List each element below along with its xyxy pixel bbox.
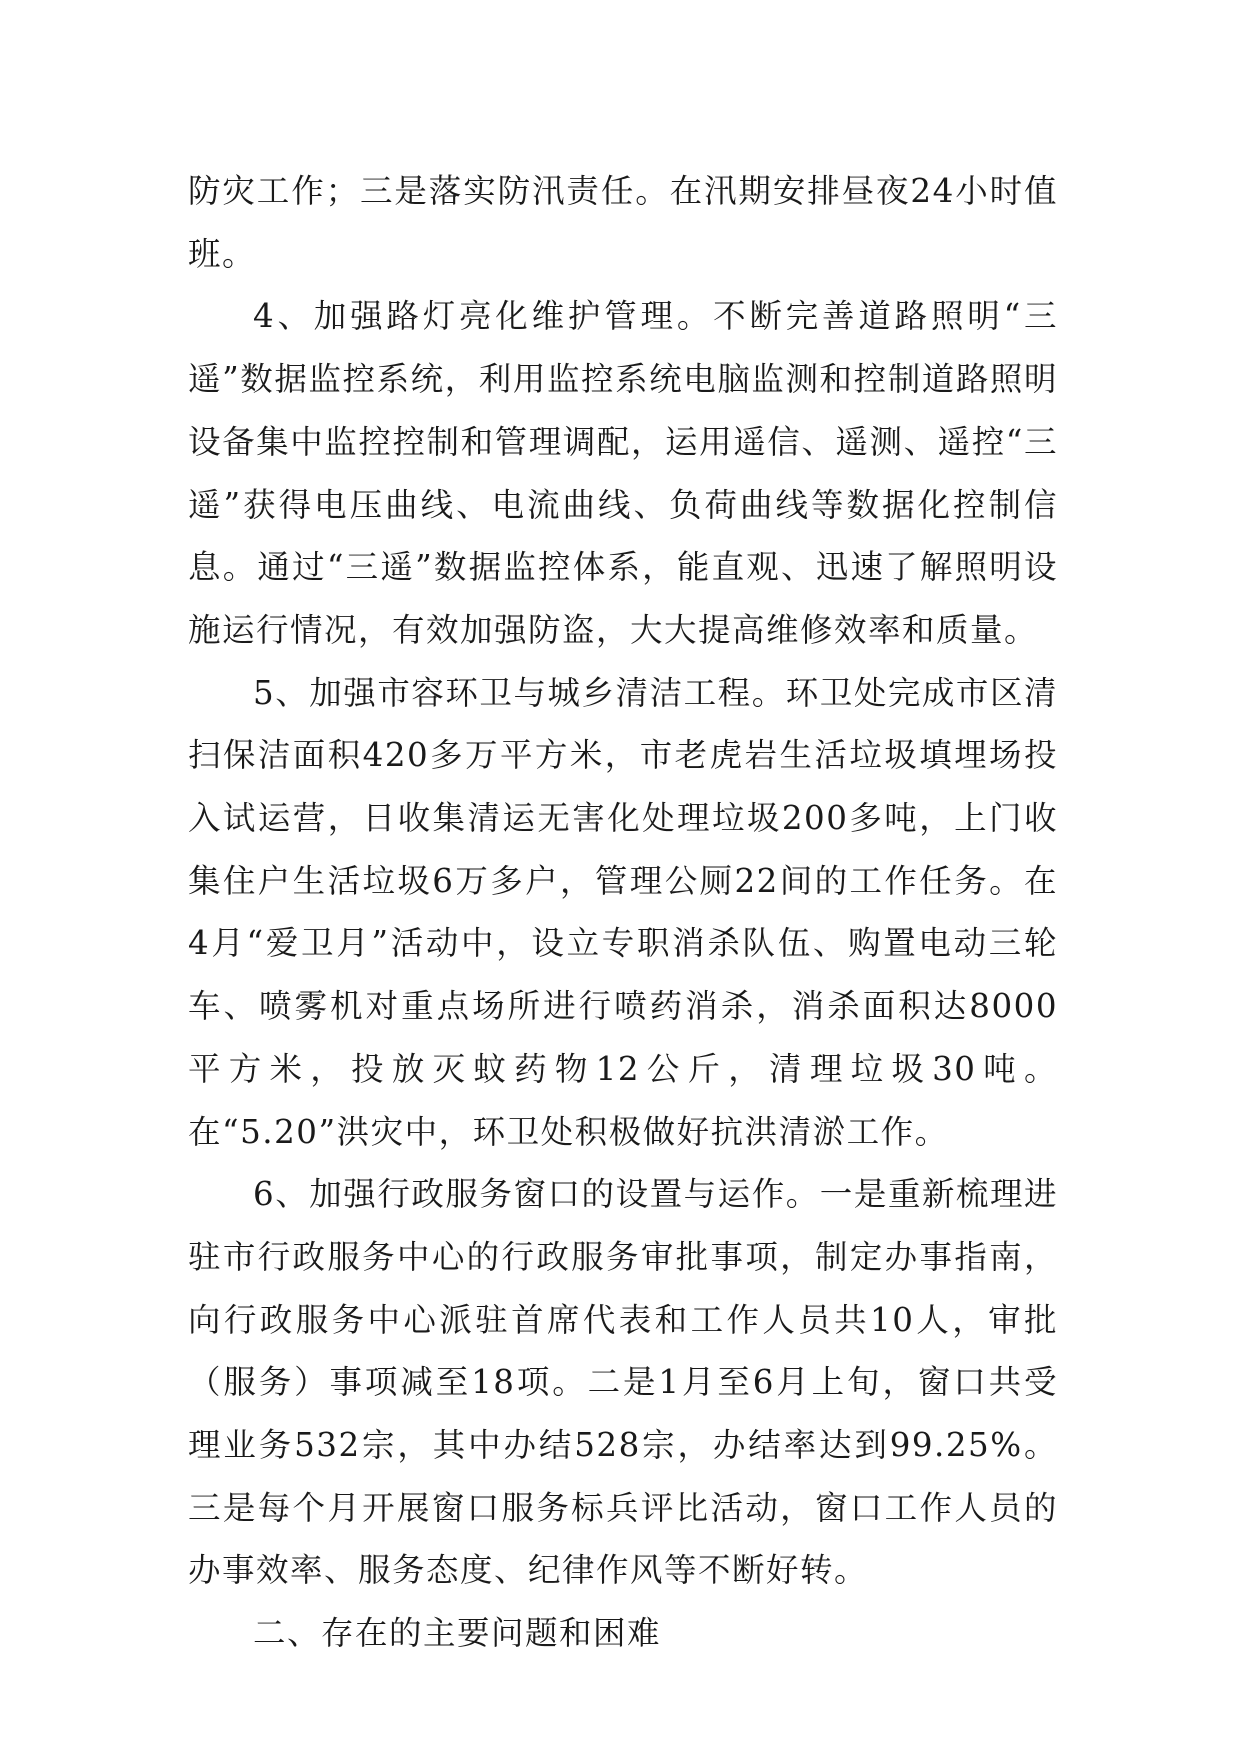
paragraph-street-lighting: 4、加强路灯亮化维护管理。不断完善道路照明“三遥”数据监控系统，利用监控系统电脑监测和控制道路照明设备集中监控控制和管理调配，运用遥信、遥测、遥控“三遥”获得电压曲线、电流曲线、负荷曲线等数据化控制信息。通过“三遥”数据监控体系，能直观、迅速了解照明设施运行情况，有效加强防盗，大大提高维修效率和质量。 bbox=[188, 297, 1058, 649]
paragraph-flood-duty: 防灾工作；三是落实防汛责任。在汛期安排昼夜24小时值班。 bbox=[188, 172, 1058, 273]
paragraph-service-window: 6、加强行政服务窗口的设置与运作。一是重新梳理进驻市行政服务中心的行政服务审批事项，制定办事指南，向行政服务中心派驻首席代表和工作人员共10人，审批（服务）事项减至18项。二是1月至6月上旬，窗口共受理业务532宗，其中办结528宗，办结率达到99.25%。三是每个月开展窗口服务标兵评比活动，窗口工作人员的办事效率、服务态度、纪律作风等不断好转。 bbox=[188, 1175, 1058, 1590]
document-body bbox=[188, 160, 1058, 1665]
section-heading-problems: 二、存在的主要问题和困难 bbox=[253, 1614, 662, 1653]
paragraph-sanitation: 5、加强市容环卫与城乡清洁工程。环卫处完成市区清扫保洁面积420多万平方米，市老虎岩生活垃圾填埋场投入试运营，日收集清运无害化处理垃圾200多吨，上门收集住户生活垃圾6万多户，管理公厕22间的工作任务。在4月“爱卫月”活动中，设立专职消杀队伍、购置电动三轮车、喷雾机对重点场所进行喷药消杀，消杀面积达8000平方米，投放灭蚊药物12公斤，清理垃圾30吨。在“5.20”洪灾中，环卫处积极做好抗洪清淤工作。 bbox=[188, 673, 1058, 1151]
